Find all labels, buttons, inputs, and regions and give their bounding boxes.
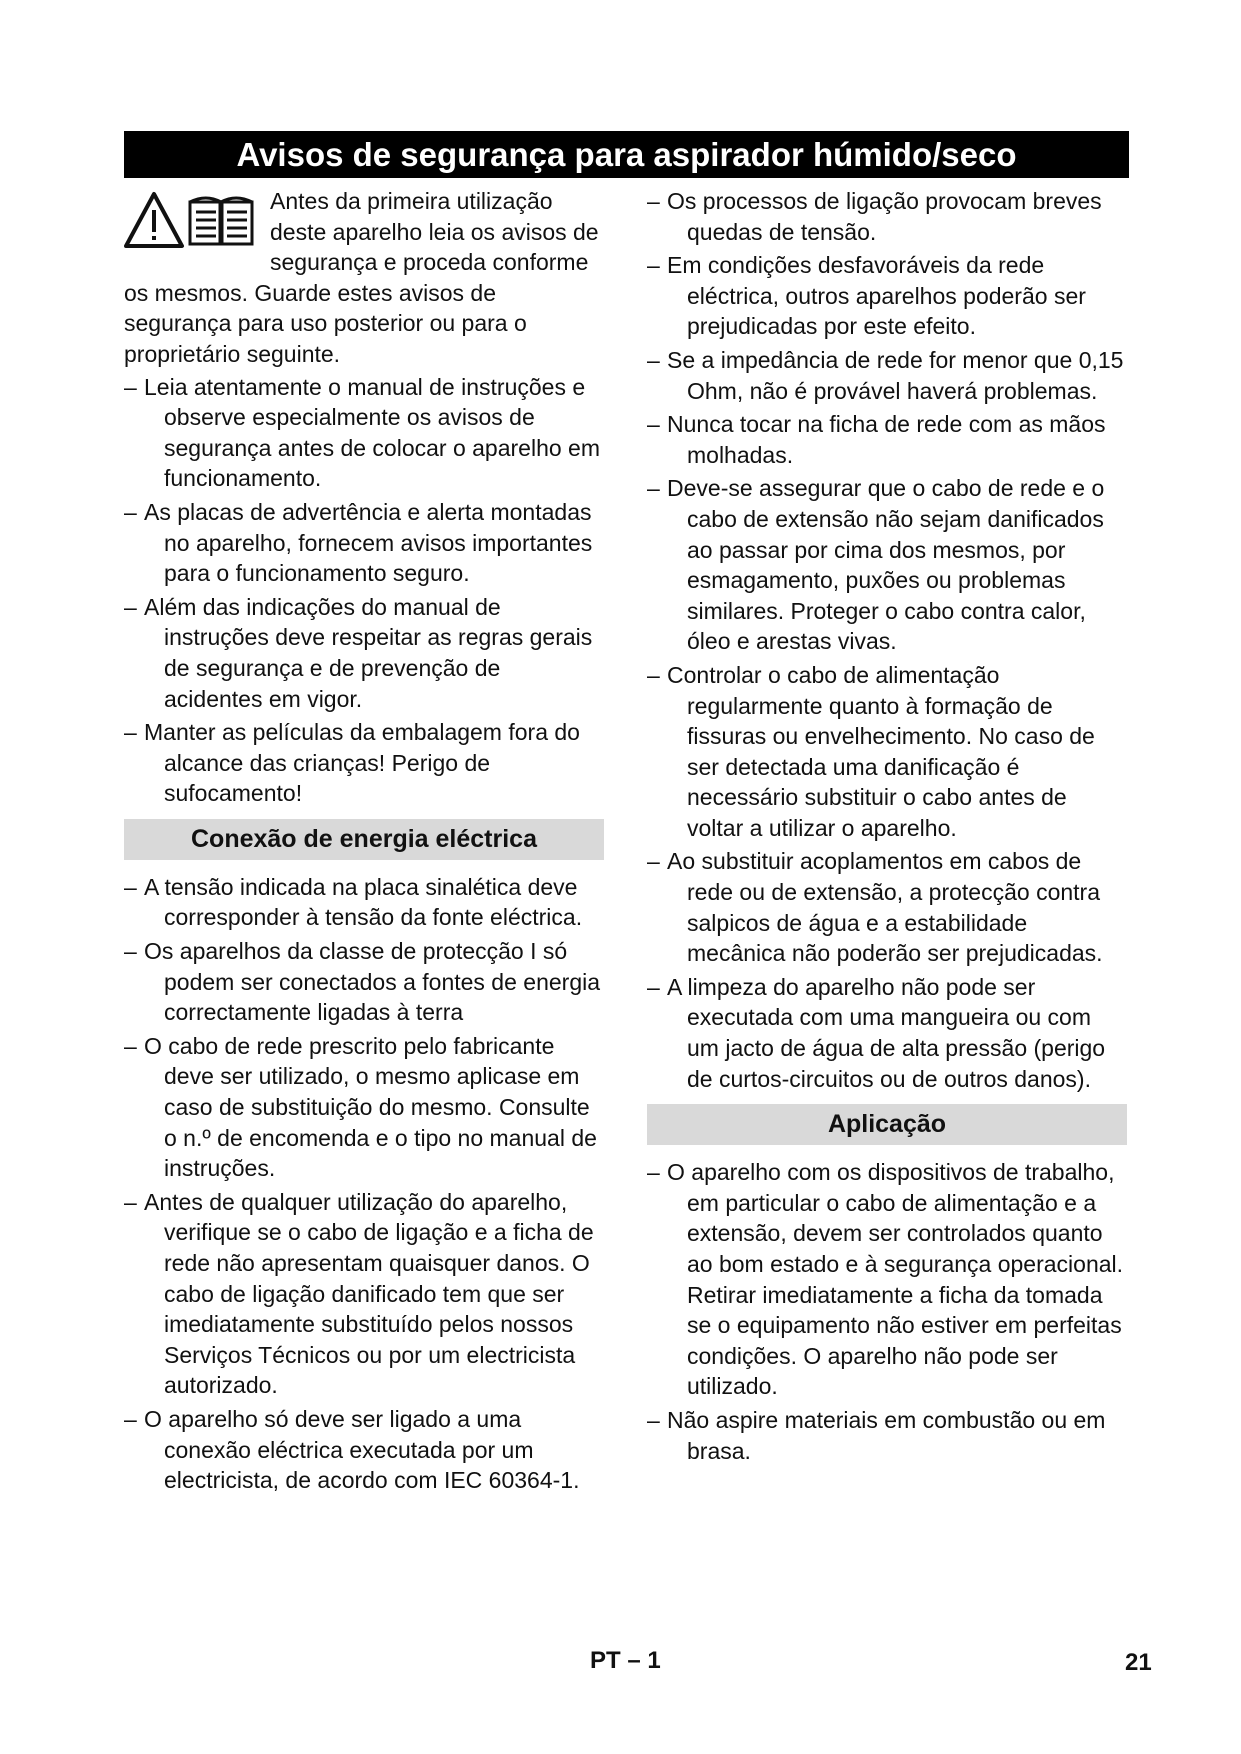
dash-bullet: – [647,475,660,502]
dash-bullet: – [124,593,137,620]
dash-bullet: – [647,411,660,438]
dash-bullet: – [124,1405,137,1432]
footer-language-code: PT – 1 [590,1647,661,1674]
list-item [124,497,604,589]
dash-bullet: – [647,252,660,279]
section-heading-application: Aplicação [647,1104,1127,1145]
dash-bullet: – [124,373,137,400]
list-item [647,1157,1127,1402]
dash-bullet: – [124,719,137,746]
right-column [647,186,1127,1469]
list-item [124,372,604,494]
warning-triangle-icon [126,194,182,246]
dash-bullet: – [124,873,137,900]
dash-bullet: – [647,346,660,373]
list-item-text: Manter as películas da embalagem fora do alcance das crianças! Perigo de sufocamento! [144,719,580,807]
dash-bullet: – [647,661,660,688]
list-item [647,972,1127,1094]
list-item-text: O aparelho só deve ser ligado a uma conexão eléctrica executada por um electricista, de acordo com IEC 60364-1. [144,1405,580,1494]
manual-book-icon [190,198,252,244]
list-item-text: Os processos de ligação provocam breves quedas de tensão. [667,188,1102,245]
list-item-text: As placas de advertência e alerta montadas no aparelho, fornecem avisos importantes para o funcionamento seguro. [144,498,593,587]
list-item-text: Deve-se assegurar que o cabo de rede e o cabo de extensão não sejam danificados ao passar por cima dos mesmos, por esmagamento, puxões ou problemas similares. Proteger o cabo contra calor, óleo e arestas vivas. [667,475,1105,655]
dash-bullet: – [124,1188,137,1215]
left-column [124,186,604,1499]
list-item [647,250,1127,342]
dash-bullet: – [124,498,137,525]
list-item-text: Ao substituir acoplamentos em cabos de rede ou de extensão, a protecção contra salpicos de água e a estabilidade mecânica não poderão ser prejudicadas. [667,848,1103,967]
list-item-text: A limpeza do aparelho não pode ser executada com uma mangueira ou com um jacto de água de alta pressão (perigo de curtos-circuitos ou de outros danos). [667,973,1106,1092]
list-item-text: O aparelho com os dispositivos de trabalho, em particular o cabo de alimentação e a extensão, devem ser controlados quanto ao bom estado e à segurança operacional. Retirar imediatamente a ficha da tomada se o equipamento não estiver em perfeitas condições. O aparelho não pode ser utilizado. [667,1159,1124,1400]
list-item [124,872,604,933]
list-item-text: Além das indicações do manual de instruções deve respeitar as regras gerais de segurança e de prevenção de acidentes em vigor. [144,593,593,712]
list-item-text: Controlar o cabo de alimentação regularmente quanto à formação de fissuras ou envelhecimento. No caso de ser detectada uma danificação é necessário substituir o cabo antes de voltar a utilizar o aparelho. [667,661,1095,841]
list-item-text: Não aspire materiais em combustão ou em brasa. [667,1406,1106,1464]
intro-paragraph [124,186,604,370]
dash-bullet: – [647,848,660,875]
dash-bullet: – [647,188,660,214]
list-item [124,717,604,809]
list-item [124,1404,604,1496]
list-item [647,660,1127,844]
list-item-text: Em condições desfavoráveis da rede eléctrica, outros aparelhos poderão ser prejudicadas por este efeito. [667,252,1086,340]
list-item [647,1405,1127,1466]
dash-bullet: – [647,1159,660,1186]
list-item [124,936,604,1028]
list-item [124,1187,604,1401]
list-item-text: Nunca tocar na ficha de rede com as mãos molhadas. [667,411,1106,468]
list-item [647,186,1127,247]
footer-page-number: 21 [1125,1649,1152,1676]
warning-manual-icons [124,190,260,252]
list-item-text: Antes de qualquer utilização do aparelho, verifique se o cabo de ligação e a ficha de rede não apresentam quaisquer danos. O cabo de ligação danificado tem que ser imediatamente substituído pelos nossos Serviços Técnicos ou por um electricista autorizado. [144,1188,594,1399]
list-item-text: Se a impedância de rede for menor que 0,15 Ohm, não é provável haverá problemas. [667,346,1124,404]
page-title: Avisos de segurança para aspirador húmido/seco [124,131,1129,178]
list-item [124,1031,604,1184]
dash-bullet: – [647,1406,660,1433]
list-item-text: Os aparelhos da classe de protecção I só podem ser conectados a fontes de energia correctamente ligadas à terra [144,938,601,1026]
list-item [647,345,1127,406]
list-item [124,592,604,714]
dash-bullet: – [647,973,660,1000]
list-item-text: O cabo de rede prescrito pelo fabricante deve ser utilizado, o mesmo aplicase em caso de substituição do mesmo. Consulte o n.º de encomenda e o tipo no manual de instruções. [144,1032,597,1182]
section-heading-electrical: Conexão de energia eléctrica [124,819,604,860]
list-item-text: Leia atentamente o manual de instruções e observe especialmente os avisos de segurança antes de colocar o aparelho em funcionamento. [144,373,601,492]
dash-bullet: – [124,1032,137,1059]
intro-text: Antes da primeira utilização deste aparelho leia os avisos de segurança e proceda conforme os mesmos. Guarde estes avisos de segurança para uso posterior ou para o proprietário seguinte. [124,188,599,367]
list-item [647,846,1127,968]
dash-bullet: – [124,938,137,965]
list-item [647,473,1127,657]
list-item [647,409,1127,470]
list-item-text: A tensão indicada na placa sinalética deve corresponder à tensão da fonte eléctrica. [144,873,583,931]
